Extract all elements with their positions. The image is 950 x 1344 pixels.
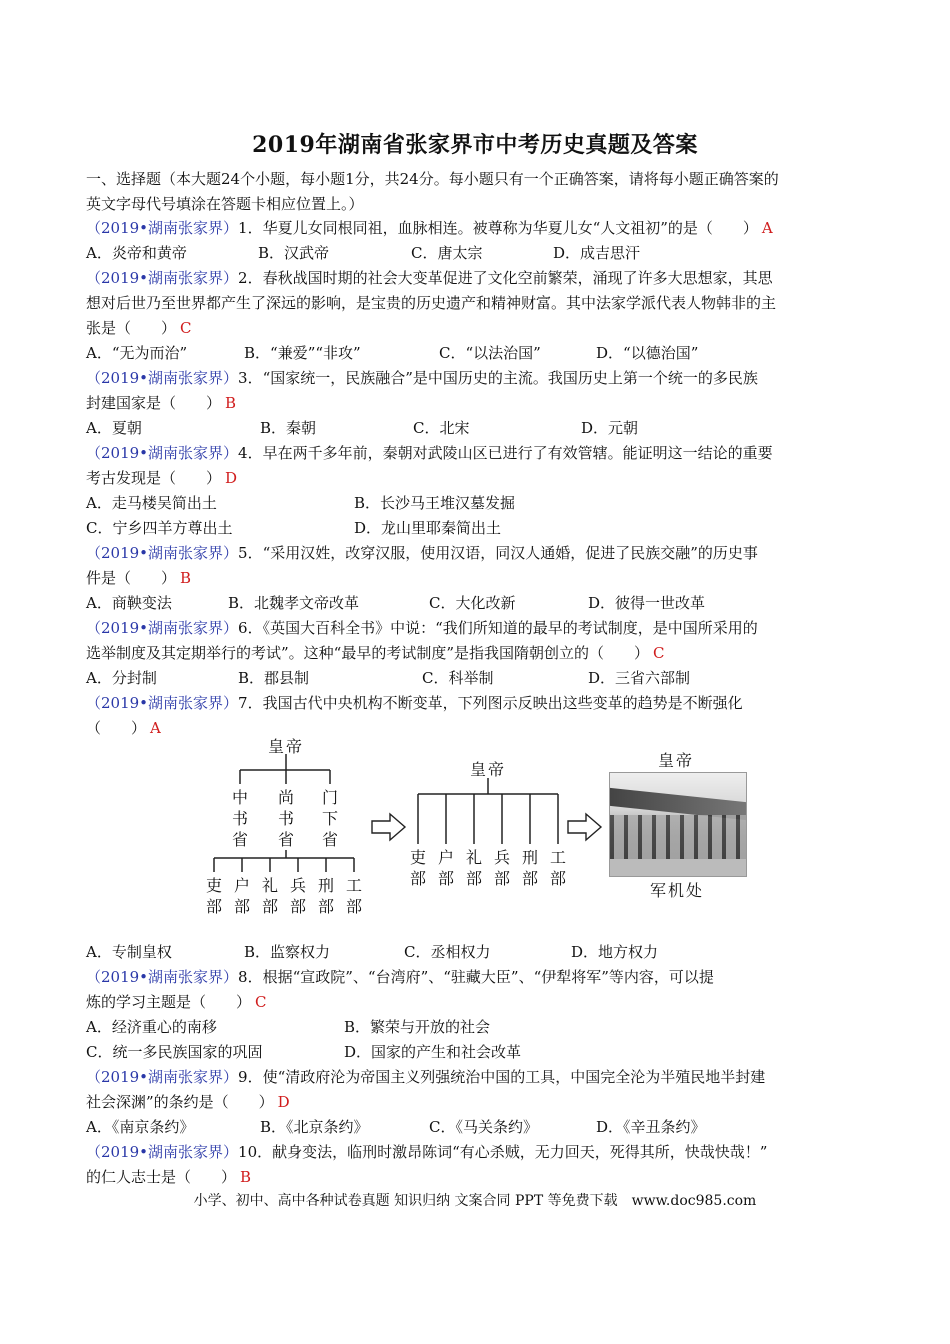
ministry-li-left: 吏部	[206, 876, 223, 916]
options-q6	[86, 666, 866, 691]
ministry-gong-mid: 工部	[550, 848, 567, 888]
option-c: C．统一多民族国家的巩固	[86, 1043, 263, 1061]
page-title: 2019年湖南省张家界市中考历史真题及答案	[252, 132, 698, 158]
option-b: B．秦朝	[260, 419, 317, 437]
question-6: （2019•湖南张家界）6．《英国大百科全书》中说：“我们所知道的最早的考试制度，是中国所采用的	[86, 619, 758, 637]
section-instructions-line-2: 英文字母代号填涂在答题卡相应位置上。）	[86, 195, 364, 213]
answer: D	[225, 469, 238, 487]
central-government-diagram	[200, 732, 760, 922]
question-3-line-2: 封建国家是（ ） B	[86, 394, 237, 412]
options-q8-row2	[86, 1040, 866, 1065]
question-9: （2019•湖南张家界）9．使“清政府沦为帝国主义列强统治中国的工具，中国完全沦为半殖民地半封建	[86, 1068, 766, 1086]
dept-menxia: 门下省	[322, 788, 339, 849]
option-a: A．经济重心的南移	[86, 1018, 217, 1036]
option-d: D．《辛丑条约》	[596, 1118, 706, 1136]
ministry-bing-left: 兵部	[290, 876, 307, 916]
dept-shangshu: 尚书省	[278, 788, 295, 849]
option-c: C．科举制	[422, 669, 494, 687]
option-b: B．长沙马王堆汉墓发掘	[354, 494, 516, 512]
ministry-gong-left: 工部	[346, 876, 363, 916]
option-c: C．《马关条约》	[429, 1118, 538, 1136]
option-d: D．三省六部制	[588, 669, 691, 687]
answer: D	[277, 1093, 290, 1111]
question-10: （2019•湖南张家界）10．献身变法，临刑时激昂陈词“有心杀贼，无力回天，死得其所，快哉快哉！”	[86, 1143, 768, 1161]
question-5-line-2: 件是（ ） B	[86, 569, 192, 587]
option-c: C．唐太宗	[411, 244, 483, 262]
grand-council-label: 军机处	[650, 881, 705, 900]
ministry-bing-mid: 兵部	[494, 848, 511, 888]
section-instructions-line-1: 一、选择题（本大题24个小题，每小题1分，共24分。每小题只有一个正确答案，请将每小题正确答案的	[86, 170, 779, 188]
answer: B	[180, 569, 192, 587]
question-8-line-2: 炼的学习主题是（ ） C	[86, 993, 267, 1011]
option-a: A．《南京条约》	[86, 1118, 195, 1136]
ministry-xing-left: 刑部	[318, 876, 335, 916]
option-d: D．国家的产生和社会改革	[344, 1043, 522, 1061]
option-a: A．“无为而治”	[86, 344, 188, 362]
option-a: A．夏朝	[86, 419, 142, 437]
option-c: C．大化改新	[429, 594, 516, 612]
option-a: A．商鞅变法	[86, 594, 172, 612]
answer: B	[240, 1168, 252, 1186]
options-q7	[86, 940, 866, 965]
option-a: A．走马楼吴简出土	[86, 494, 217, 512]
question-7-line-2: （ ） A	[86, 719, 161, 737]
option-d: D．元朝	[581, 419, 639, 437]
answer: B	[225, 394, 237, 412]
footer-text: 小学、初中、高中各种试卷真题 知识归纳 文案合同 PPT 等免费下载 www.doc985.com	[193, 1193, 757, 1209]
option-d: D．彼得一世改革	[588, 594, 706, 612]
question-2-line-3: 张是（ ） C	[86, 319, 192, 337]
options-q4-row1	[86, 491, 866, 516]
option-a: A．分封制	[86, 669, 157, 687]
answer: A	[150, 719, 161, 737]
emperor-label-left: 皇帝	[268, 737, 305, 756]
emperor-label-right: 皇帝	[658, 751, 695, 770]
options-q3	[86, 416, 866, 441]
option-d: D．地方权力	[571, 943, 659, 961]
option-d: D．成吉思汗	[553, 244, 641, 262]
question-4-line-2: 考古发现是（ ） D	[86, 469, 238, 487]
source-tag: （2019•湖南张家界）	[86, 219, 239, 237]
question-10-line-2: 的仁人志士是（ ） B	[86, 1168, 252, 1186]
answer: C	[255, 993, 267, 1011]
answer: A	[761, 219, 773, 237]
answer: C	[180, 319, 192, 337]
answer: C	[653, 644, 665, 662]
option-b: B．繁荣与开放的社会	[344, 1018, 491, 1036]
ministry-rites-mid: 礼部	[466, 848, 483, 888]
option-b: B．郡县制	[238, 669, 310, 687]
option-b: B．《北京条约》	[260, 1118, 369, 1136]
question-8: （2019•湖南张家界）8．根据“宣政院”、“台湾府”、“驻藏大臣”、“伊犁将军”等内容，可以提	[86, 968, 714, 986]
option-c: C．“以法治国”	[439, 344, 541, 362]
options-q9	[86, 1115, 866, 1140]
ministry-hu-mid: 户部	[438, 848, 455, 888]
option-d: D．“以德治国”	[596, 344, 699, 362]
option-b: B．北魏孝文帝改革	[228, 594, 360, 612]
ministry-rites-left: 礼部	[262, 876, 279, 916]
option-b: B．汉武帝	[258, 244, 330, 262]
question-5: （2019•湖南张家界）5．“采用汉姓，改穿汉服，使用汉语，同汉人通婚，促进了民族交融”的历史事	[86, 544, 758, 562]
option-a: A．炎帝和黄帝	[86, 244, 187, 262]
question-9-line-2: 社会深渊”的条约是（ ） D	[86, 1093, 290, 1111]
ministry-li-mid: 吏部	[410, 848, 427, 888]
question-6-line-2: 选举制度及其定期举行的考试”。这种“最早的考试制度”是指我国隋朝创立的（ ） C	[86, 644, 665, 662]
question-4: （2019•湖南张家界）4．早在两千多年前，秦朝对武陵山区已进行了有效管辖。能证明这一结论的重要	[86, 444, 773, 462]
option-a: A．专制皇权	[86, 943, 172, 961]
options-q8-row1	[86, 1015, 866, 1040]
options-q4-row2	[86, 516, 866, 541]
question-3: （2019•湖南张家界）3．“国家统一，民族融合”是中国历史的主流。我国历史上第一个统一的多民族	[86, 369, 758, 387]
question-2-line-2: 想对后世乃至世界都产生了深远的影响，是宝贵的历史遗产和精神财富。其中法家学派代表人物韩非的主	[86, 294, 777, 312]
option-d: D．龙山里耶秦简出土	[354, 519, 502, 537]
option-c: C．北宋	[413, 419, 470, 437]
question-7: （2019•湖南张家界）7．我国古代中央机构不断变革，下列图示反映出这些变革的趋势是不断强化	[86, 694, 743, 712]
option-c: C．丞相权力	[404, 943, 491, 961]
ministry-xing-mid: 刑部	[522, 848, 539, 888]
options-q2	[86, 341, 866, 366]
question-1: （2019•湖南张家界）1．华夏儿女同根同祖，血脉相连。被尊称为华夏儿女“人文祖初”的是（ ） A	[86, 219, 773, 237]
dept-zhongshu: 中书省	[232, 788, 249, 849]
options-q1	[86, 241, 866, 266]
question-2: （2019•湖南张家界）2．春秋战国时期的社会大变革促进了文化空前繁荣，涌现了许多大思想家，其思	[86, 269, 773, 287]
option-c: C．宁乡四羊方尊出土	[86, 519, 233, 537]
options-q5	[86, 591, 866, 616]
option-b: B．“兼爱”“非攻”	[244, 344, 361, 362]
ministry-hu-left: 户部	[234, 876, 251, 916]
grand-council-photo	[609, 772, 747, 877]
emperor-label-middle: 皇帝	[470, 760, 507, 779]
option-b: B．监察权力	[244, 943, 331, 961]
